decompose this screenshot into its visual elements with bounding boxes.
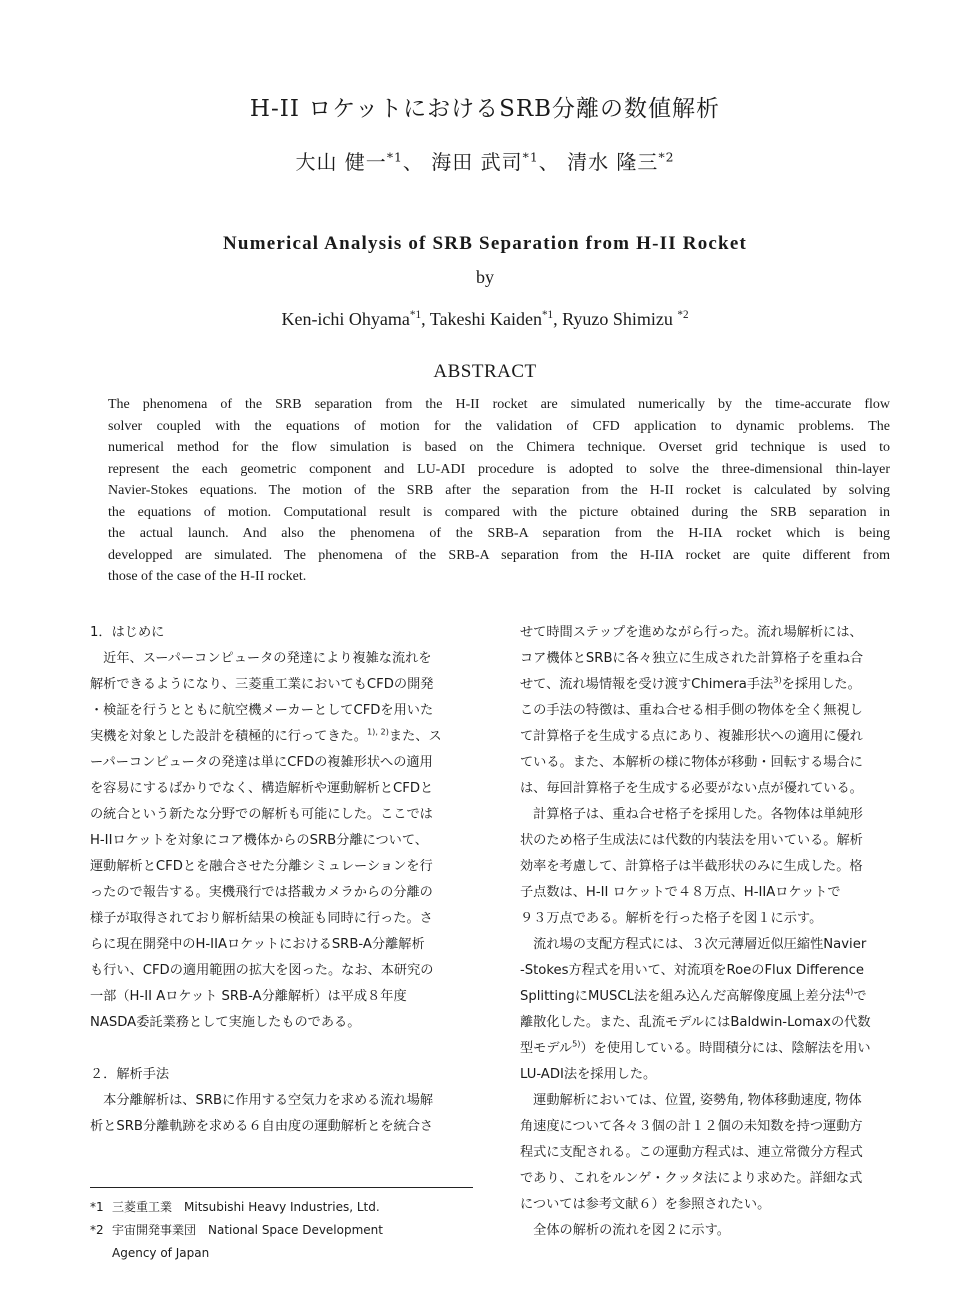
body-line: 離散化した。また、乱流モデルにはBaldwin-Lomaxの代数 (520, 1015, 871, 1030)
by-line: by (476, 267, 494, 287)
body-line: ている。また、本解析の様に物体が移動・回転する場合に (520, 755, 863, 770)
reference-mark: 4) (844, 986, 854, 997)
footnote (90, 1219, 482, 1242)
reference-mark: 5) (572, 1038, 581, 1049)
body-column-left (90, 620, 482, 1140)
footnote (90, 1242, 482, 1265)
author-separator: 、 (402, 150, 424, 174)
authors-ja (0, 146, 970, 175)
body-line: 様子が取得されており解析結果の検証も同時に行った。さ (90, 911, 433, 926)
body-line: 解析できるようになり、三菱重工業においてもCFDの開発 (90, 677, 434, 692)
footnote-mark: *2 (90, 1223, 104, 1237)
body-line: も行い、CFDの適用範囲の拡大を図った。なお、本研究の (90, 963, 434, 978)
abstract-line: developped are simulated. The phenomena of the SRB-A separation from the H-IIA rocket are quite different from (108, 547, 890, 563)
body-line: 析とSRB分離軌跡を求める６自由度の運動解析とを統合さ (90, 1119, 434, 1134)
author-affiliation-mark: *1 (386, 149, 403, 165)
body-line: て計算格子を生成する点にあり、複雑形状への適用に優れ (520, 729, 863, 744)
body-line: 全体の解析の流れを図２に示す。 (520, 1223, 730, 1238)
footnote-text: Agency of Japan (112, 1246, 210, 1260)
author-ja-name: 海田 武司 (431, 150, 523, 174)
body-line: この手法の特徴は、重ね合せる相手側の物体を全く無視し (520, 703, 863, 718)
author-affiliation-mark: *1 (541, 309, 554, 321)
footnote (90, 1196, 482, 1219)
body-text: また、ス (388, 729, 442, 744)
body-line: 運動解析においては、位置, 姿勢角, 物体移動速度, 物体 (520, 1093, 862, 1108)
paper-title-ja: H-II ロケットにおけるSRB分離の数値解析 (249, 96, 721, 122)
author-affiliation-mark: *2 (658, 149, 675, 165)
author-affiliation-mark: *1 (522, 149, 539, 165)
author-ja-name: 清水 隆三 (567, 150, 659, 174)
body-line: 一部（H-II Aロケット SRB-A分離解析）は平成８年度 (90, 989, 407, 1004)
body-line: ９３万点である。解析を行った格子を図１に示す。 (520, 911, 823, 926)
body-line: 運動解析とCFDとを融合させた分離シミュレーションを行 (90, 859, 433, 874)
author-ja-name: 大山 健一 (295, 150, 387, 174)
body-line: ・検証を行うとともに航空機メーカーとしてCFDを用いた (90, 703, 434, 718)
body-line: コア機体とSRBに各々独立に生成された計算格子を重ね合 (520, 651, 864, 666)
paragraph-gap (90, 1036, 482, 1062)
abstract-line: the equations of motion. Computational result is compared with the picture obtained during the SRB separation in (108, 504, 890, 520)
body-line: であり、これをルンゲ・クッタ法により求めた。詳細な式 (520, 1171, 863, 1186)
body-line: LU-ADI法を採用した。 (520, 1067, 657, 1082)
body-line: ったので報告する。実機飛行では搭載カメラからの分離の (90, 885, 433, 900)
body-line: 計算格子は、重ね合せ格子を採用した。各物体は単純形 (520, 807, 863, 822)
abstract-line: The phenomena of the SRB separation from the H-II rocket are simulated numerically by the time-accurate flow (108, 397, 890, 412)
author-separator: , (421, 309, 430, 329)
body-text: 実機を対象とした設計を積極的に行ってきた。 (90, 729, 367, 744)
abstract-line: the actual launch. And also the phenomena of the SRB-A separation from the H-IIA rocket which is being (108, 526, 890, 541)
author-separator: 、 (538, 150, 560, 174)
body-line: は、毎回計算格子を生成する必要がない点が優れている。 (520, 781, 863, 796)
abstract-line: Navier-Stokes equations. The motion of the SRB after the separation from the H-II rocket is calculated by solving (108, 483, 890, 498)
body-line: 子点数は、H-II ロケットで４８万点、H-IIAロケットで (520, 885, 841, 900)
body-text: せて、流れ場情報を受け渡すChimera手法 (520, 677, 774, 692)
footnote-text: 三菱重工業 Mitsubishi Heavy Industries, Ltd. (112, 1200, 380, 1214)
body-text: ）を使用している。時間積分には、陰解法を用い (580, 1041, 871, 1056)
body-line (90, 724, 482, 750)
abstract-heading: ABSTRACT (433, 361, 537, 382)
section-heading-introduction: 1．はじめに (90, 625, 165, 640)
body-line: せて時間ステップを進めながら行った。流れ場解析には、 (520, 625, 863, 640)
body-line: ーパーコンピュータの発達は単にCFDの複雑形状への適用 (90, 755, 433, 770)
reference-mark: 3) (773, 674, 782, 685)
section-heading-method: ２．解析手法 (90, 1067, 170, 1082)
body-line: H-IIロケットを対象にコア機体からのSRB分離について、 (90, 833, 428, 848)
body-line (520, 1036, 910, 1062)
body-text: を採用した。 (781, 677, 861, 692)
abstract-line: represent the each geometric component and LU-ADI procedure is adopted to solve the three-dimensional thin-layer (108, 461, 890, 477)
author-separator: , (553, 309, 563, 329)
footnote-divider (90, 1187, 473, 1188)
body-line: 程式に支配される。この運動方程式は、連立常微分方程式 (520, 1145, 863, 1160)
body-line (520, 984, 910, 1010)
author-en-name: Ryuzo Shimizu (562, 309, 673, 329)
body-line: の統合という新たな分野での解析も可能にした。ここでは (90, 807, 433, 822)
reference-mark: 1), 2) (366, 726, 389, 737)
body-text: 型モデル (520, 1041, 573, 1056)
footnote-text: 宇宙開発事業団 National Space Development (112, 1223, 383, 1237)
body-line: -Stokes方程式を用いて、対流項をRoeのFlux Difference (520, 963, 865, 978)
author-en-name: Ken-ichi Ohyama (281, 309, 410, 329)
body-line: 状のため格子生成法には代数的内装法を用いている。解析 (520, 833, 863, 848)
body-line: NASDA委託業務として実施したものである。 (90, 1015, 361, 1030)
abstract-line: solver coupled with the equations of motion for the validation of CFD application to dynamic problems. The (108, 418, 890, 434)
authors-en (0, 309, 970, 330)
footnote-mark: *1 (90, 1200, 104, 1214)
body-text: で (853, 989, 867, 1004)
body-line: 角速度について各々３個の計１２個の未知数を持つ運動方 (520, 1119, 863, 1134)
abstract-body (108, 394, 890, 588)
body-line: については参考文献６）を参照されたい。 (520, 1197, 771, 1212)
body-line (520, 672, 910, 698)
body-line: を容易にするばかりでなく、構造解析や運動解析とCFDと (90, 781, 434, 796)
body-line: 本分離解析は、SRBに作用する空気力を求める流れ場解 (90, 1093, 434, 1108)
author-affiliation-mark: *2 (677, 309, 689, 321)
body-column-right (520, 620, 910, 1244)
body-line: らに現在開発中のH-IIAロケットにおけるSRB-A分離解析 (90, 937, 425, 952)
body-line: 流れ場の支配方程式には、３次元薄層近似圧縮性Navier (520, 937, 867, 952)
body-line: 効率を考慮して、計算格子は半截形状のみに生成した。格 (520, 859, 863, 874)
body-text: SplittingにMUSCL法を組み込んだ高解像度風上差分法 (520, 989, 845, 1004)
abstract-line: numerical method for the flow simulation is based on the Chimera technique. Overset grid technique is used to (108, 440, 890, 455)
paper-title-en: Numerical Analysis of SRB Separation from H-II Rocket (223, 233, 747, 254)
author-affiliation-mark: *1 (409, 309, 422, 321)
footnotes (90, 1196, 482, 1265)
body-line: 近年、スーパーコンピュータの発達により複雑な流れを (90, 651, 432, 666)
author-en-name: Takeshi Kaiden (429, 309, 542, 329)
abstract-line: those of the case of the H-II rocket. (108, 569, 307, 584)
